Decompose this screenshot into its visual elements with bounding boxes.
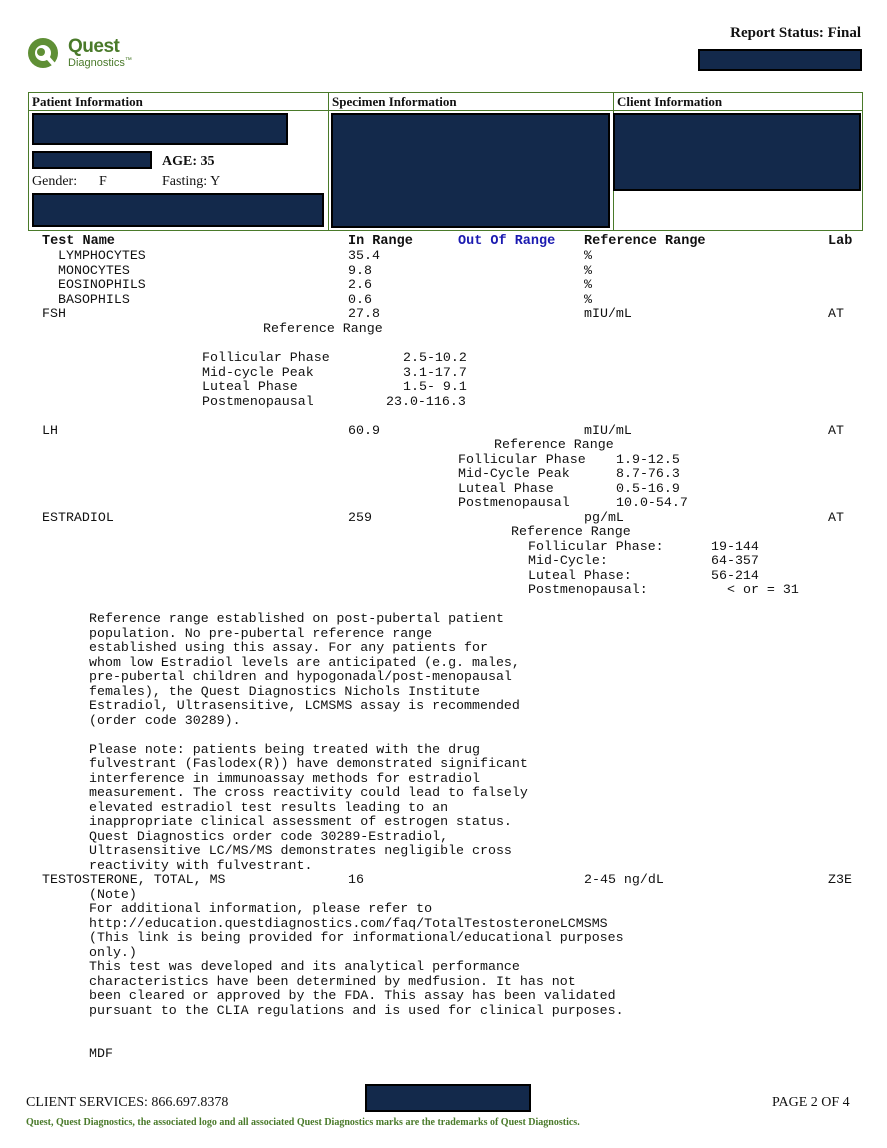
col-lab: Lab — [828, 234, 853, 249]
note-line: Ultrasensitive LC/MS/MS demonstrates negligible cross — [89, 843, 512, 858]
note-line: Estradiol, Ultrasensitive, LCMSMS assay is recommended — [89, 698, 520, 713]
info-box — [28, 92, 863, 231]
redacted-specimen-info — [331, 113, 610, 228]
range-label: Postmenopausal — [202, 394, 314, 409]
result-name: EOSINOPHILS — [58, 277, 146, 292]
result-unit: % — [584, 277, 592, 292]
result-unit: % — [584, 248, 592, 263]
note-line: http://education.questdiagnostics.com/faq/TotalTestosteroneLCMSMS — [89, 916, 608, 931]
note-line: fulvestrant (Faslodex(R)) have demonstrated significant — [89, 756, 528, 771]
quest-logo — [26, 34, 156, 74]
note-line: population. No pre-pubertal reference range — [89, 626, 433, 641]
result-name: BASOPHILS — [58, 292, 130, 307]
trademark-notice: Quest, Quest Diagnostics, the associated logo and all associated Quest Diagnostics marks are the trademarks of Quest Diagnostics. — [26, 1117, 580, 1128]
note-line: been cleared or approved by the FDA. This assay has been validated — [89, 988, 616, 1003]
logo-sub: Diagnostics™ — [68, 57, 132, 69]
range-label: Follicular Phase: — [528, 539, 664, 554]
result-value: 259 — [348, 510, 372, 525]
result-name: LH — [42, 423, 58, 438]
patient-info-header: Patient Information — [32, 94, 143, 109]
redacted-patient-address — [32, 193, 324, 227]
result-name: TESTOSTERONE, TOTAL, MS — [42, 872, 226, 887]
mdf-label: MDF — [89, 1046, 113, 1061]
col-reference-range: Reference Range — [584, 234, 706, 249]
note-line: pursuant to the CLIA regulations and is used for clinical purposes. — [89, 1003, 624, 1018]
range-label: Mid-Cycle: — [528, 553, 608, 568]
range-value: 3.1-17.7 — [403, 365, 467, 380]
note-line: Reference range established on post-pubertal patient — [89, 611, 504, 626]
note-line: only.) — [89, 945, 137, 960]
redacted-client-info — [613, 113, 861, 191]
result-value: 9.8 — [348, 263, 372, 278]
range-value: 10.0-54.7 — [616, 495, 688, 510]
result-unit: % — [584, 263, 592, 278]
note-line: (Note) — [89, 887, 137, 902]
note-line: established using this assay. For any patients for — [89, 640, 488, 655]
result-lab: Z3E — [828, 872, 852, 887]
reference-range-title: Reference Range — [263, 321, 383, 336]
result-lab: AT — [828, 423, 844, 438]
note-line: elevated estradiol test results leading to an — [89, 800, 449, 815]
redacted-block — [698, 49, 862, 71]
note-line: (order code 30289). — [89, 713, 241, 728]
range-value: 56-214 — [711, 568, 759, 583]
range-label: Luteal Phase — [458, 481, 554, 496]
note-line: characteristics have been determined by medfusion. It has not — [89, 974, 576, 989]
result-name: ESTRADIOL — [42, 510, 114, 525]
range-value: 8.7-76.3 — [616, 466, 680, 481]
logo-name: Quest — [68, 36, 120, 57]
reference-range-title: Reference Range — [494, 437, 614, 452]
result-value: 60.9 — [348, 423, 380, 438]
range-value: 2.5-10.2 — [403, 350, 467, 365]
result-value: 35.4 — [348, 248, 380, 263]
col-out-of-range: Out Of Range — [458, 234, 556, 249]
result-value: 27.8 — [348, 306, 380, 321]
note-line: measurement. The cross reactivity could lead to falsely — [89, 785, 528, 800]
range-value: 19-144 — [711, 539, 759, 554]
col-in-range: In Range — [348, 234, 413, 249]
note-line: (This link is being provided for informational/educational purposes — [89, 930, 624, 945]
note-line: whom low Estradiol levels are anticipated (e.g. males, — [89, 655, 520, 670]
range-label: Follicular Phase — [202, 350, 330, 365]
note-line: reactivity with fulvestrant. — [89, 858, 313, 873]
note-line: pre-pubertal children and hypogonadal/post-menopausal — [89, 669, 512, 684]
result-unit: % — [584, 292, 592, 307]
client-services: CLIENT SERVICES: 866.697.8378 — [26, 1095, 229, 1110]
range-label: Postmenopausal — [458, 495, 570, 510]
result-unit: pg/mL — [584, 510, 624, 525]
gender-label: Gender: — [32, 174, 78, 189]
result-lab: AT — [828, 306, 844, 321]
age-label: AGE: 35 — [162, 154, 215, 169]
result-value: 16 — [348, 872, 364, 887]
note-line: For additional information, please refer to — [89, 901, 433, 916]
range-label: Luteal Phase — [202, 379, 298, 394]
result-name: FSH — [42, 306, 66, 321]
range-label: Mid-Cycle Peak — [458, 466, 570, 481]
result-unit: mIU/mL — [584, 423, 632, 438]
range-value: 23.0-116.3 — [386, 394, 466, 409]
range-value: 1.9-12.5 — [616, 452, 680, 467]
result-name: LYMPHOCYTES — [58, 248, 146, 263]
redacted-footer-block — [365, 1084, 531, 1112]
result-reference: 2-45 ng/dL — [584, 872, 664, 887]
page-number: PAGE 2 OF 4 — [772, 1095, 850, 1110]
redacted-patient-name — [32, 113, 288, 145]
gender-value: F — [99, 174, 107, 189]
range-label: Follicular Phase — [458, 452, 586, 467]
result-lab: AT — [828, 510, 844, 525]
report-status: Report Status: Final — [730, 25, 861, 41]
client-info-header: Client Information — [617, 94, 723, 109]
redacted-patient-id — [32, 151, 152, 169]
range-value: 64-357 — [711, 553, 759, 568]
note-line: Quest Diagnostics order code 30289-Estradiol, — [89, 829, 449, 844]
specimen-info-header: Specimen Information — [332, 94, 457, 109]
col-test-name: Test Name — [42, 234, 115, 249]
note-line: Please note: patients being treated with the drug — [89, 742, 480, 757]
result-value: 2.6 — [348, 277, 372, 292]
range-label: Luteal Phase: — [528, 568, 632, 583]
range-value: < or = 31 — [727, 582, 799, 597]
note-line: This test was developed and its analytical performance — [89, 959, 520, 974]
result-name: MONOCYTES — [58, 263, 130, 278]
range-label: Postmenopausal: — [528, 582, 648, 597]
range-label: Mid-cycle Peak — [202, 365, 314, 380]
quest-logo-icon — [26, 36, 60, 70]
note-line: females), the Quest Diagnostics Nichols Institute — [89, 684, 480, 699]
reference-range-title: Reference Range — [511, 524, 631, 539]
note-line: inappropriate clinical assessment of estrogen status. — [89, 814, 512, 829]
range-value: 1.5- 9.1 — [403, 379, 467, 394]
result-unit: mIU/mL — [584, 306, 632, 321]
fasting-label: Fasting: Y — [162, 174, 221, 189]
note-line: interference in immunoassay methods for estradiol — [89, 771, 480, 786]
range-value: 0.5-16.9 — [616, 481, 680, 496]
result-value: 0.6 — [348, 292, 372, 307]
